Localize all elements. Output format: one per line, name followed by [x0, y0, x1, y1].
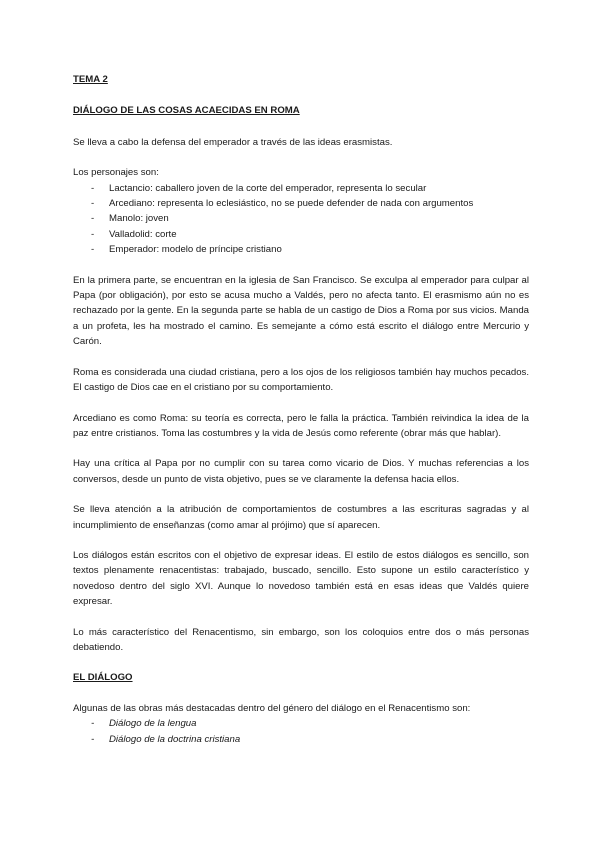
list-item: - Arcediano: representa lo eclesiástico, no se puede defender de nada con argumentos — [73, 196, 529, 211]
intro-paragraph: Se lleva a cabo la defensa del emperador a través de las ideas erasmistas. — [73, 136, 393, 148]
paragraph: En la primera parte, se encuentran en la iglesia de San Francisco. Se exculpa al emperador para culpar al Papa (por obligación), por esto se acusa mucho a Valdés, pero no afecta tanto. El erasmismo aún no es rechazado por la gente. En la segunda parte se habla de un castigo de Dios a Roma por sus vicios. Manda a un profeta, les ha mostrado el camino. Es semejante a cómo está escrito el diálogo entre Mercurio y Carón. — [73, 274, 529, 348]
paragraph: Los diálogos están escritos con el objetivo de expresar ideas. El estilo de estos diálogos es sencillo, son textos plenamente renacentistas: trabajado, buscado, sencillo. Esto supone un estilo característico y novedoso dentro del siglo XVI. Aunque lo novedoso también está en esas ideas que Valdés quiere expresar. — [73, 549, 529, 608]
section-heading-el-dialogo: EL DIÁLOGO — [73, 672, 133, 684]
document-body — [73, 72, 529, 747]
section-heading-tema: TEMA 2 — [73, 74, 108, 85]
paragraph: Arcediano es como Roma: su teoría es correcta, pero le falla la práctica. También reivindica la idea de la paz entre cristianos. Toma las costumbres y la vida de Jesús como referente (obrar más que hablar). — [73, 412, 529, 439]
list-item: - Valladolid: corte — [73, 227, 529, 242]
section-heading-dialogo-roma: DIÁLOGO DE LAS COSAS ACAECIDAS EN ROMA — [73, 105, 300, 117]
works-intro: Algunas de las obras más destacadas dentro del género del diálogo en el Renacentismo son: — [73, 702, 471, 714]
list-item: - Diálogo de la doctrina cristiana — [73, 732, 529, 747]
list-item: - Emperador: modelo de príncipe cristiano — [73, 242, 529, 257]
list-item: - Manolo: joven — [73, 211, 529, 226]
paragraph: Roma es considerada una ciudad cristiana, pero a los ojos de los religiosos también hay muchos pecados. El castigo de Dios cae en el cristiano por su comportamiento. — [73, 366, 529, 394]
paragraph: Hay una crítica al Papa por no cumplir con su tarea como vicario de Dios. Y muchas referencias a los conversos, desde un punto de vista objetivo, pues se ve claramente la defensa hacia ellos. — [73, 458, 529, 485]
characters-label: Los personajes son: — [73, 167, 159, 179]
list-item: - Lactancio: caballero joven de la corte del emperador, representa lo secular — [73, 181, 529, 196]
characters-list — [73, 181, 529, 258]
paragraph: Se lleva atención a la atribución de comportamientos de costumbres a las escrituras sagradas y al incumplimiento de enseñanzas (como amar al prójimo) que sí aparecen. — [73, 504, 529, 531]
works-list — [73, 716, 529, 747]
paragraph: Lo más característico del Renacentismo, sin embargo, son los coloquios entre dos o más personas debatiendo. — [73, 626, 529, 653]
list-item: - Diálogo de la lengua — [73, 716, 529, 731]
